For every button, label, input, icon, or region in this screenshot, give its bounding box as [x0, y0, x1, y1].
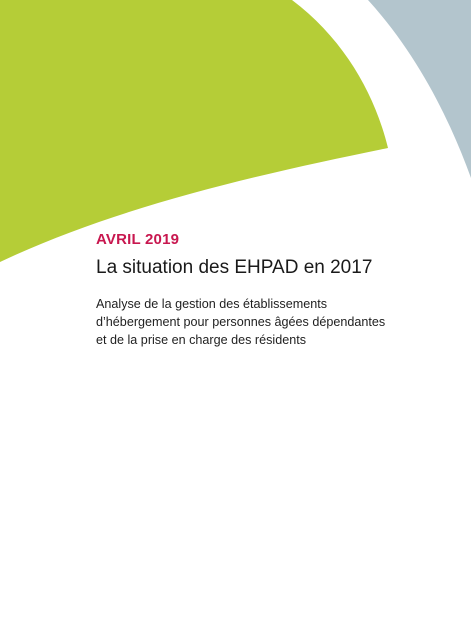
subtitle-line: et de la prise en charge des résidents: [96, 333, 307, 347]
subtitle-line: Analyse de la gestion des établissements: [96, 297, 328, 311]
green-swoosh: [0, 0, 388, 262]
report-title: La situation des EHPAD en 2017: [96, 257, 373, 278]
cover-text: [96, 230, 456, 349]
publication-date: AVRIL 2019: [96, 231, 180, 248]
grey-blue-swoosh: [368, 0, 471, 178]
subtitle-line: d’hébergement pour personnes âgées dépendantes: [96, 315, 386, 329]
report-subtitle: [96, 295, 456, 349]
